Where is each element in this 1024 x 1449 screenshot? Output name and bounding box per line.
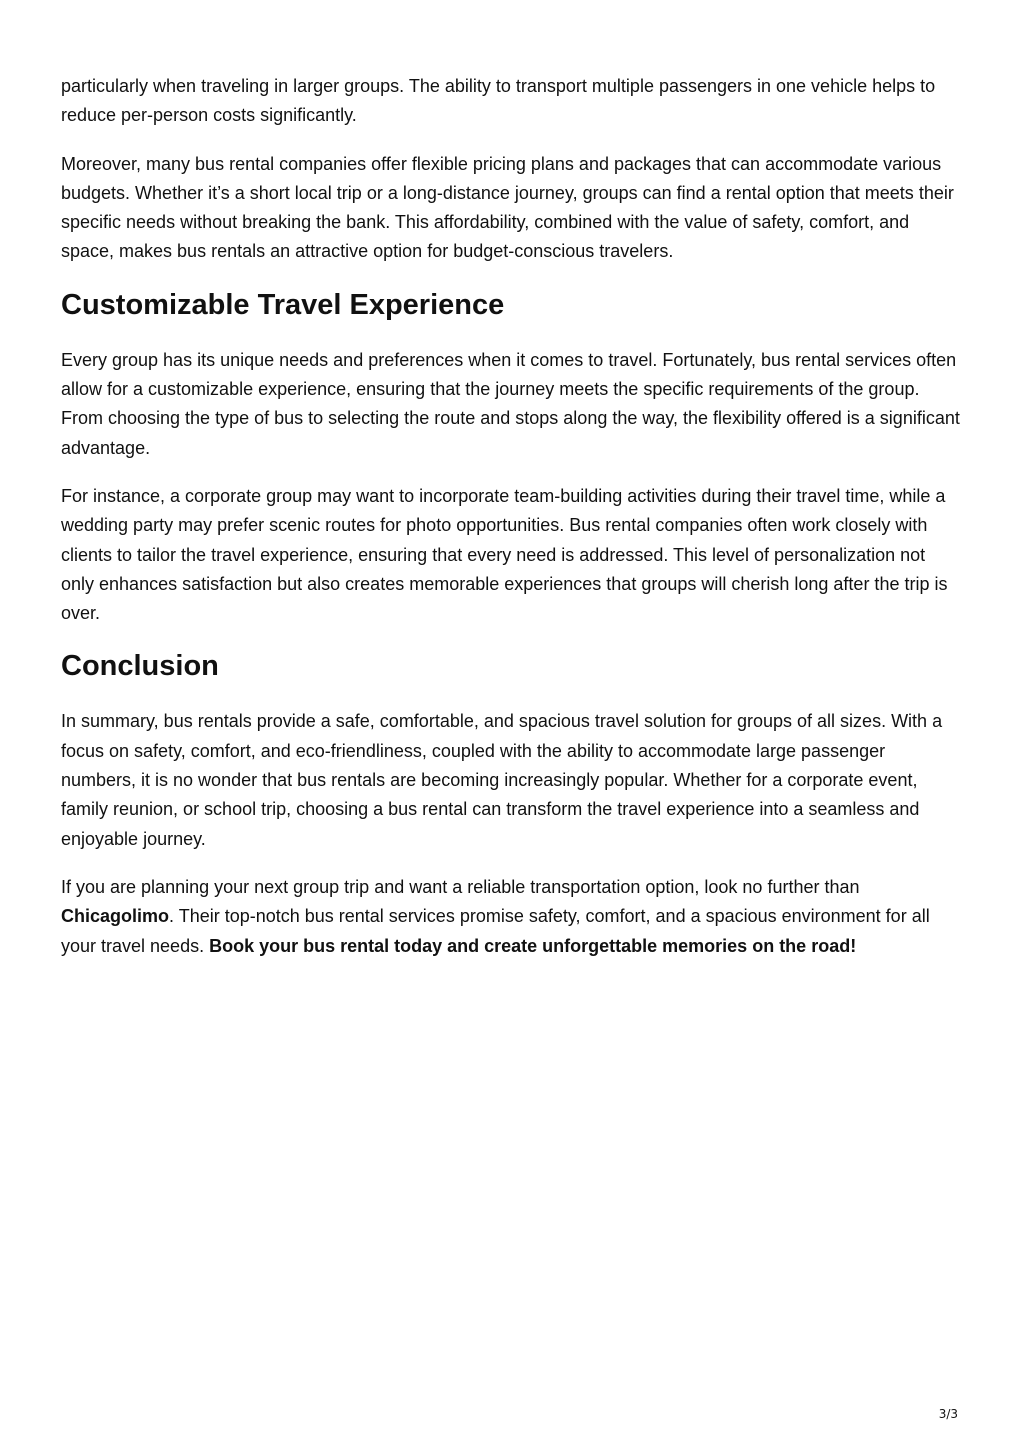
customizable-paragraph-1: Every group has its unique needs and preferences when it comes to travel. Fortunately, bus rental services often allow for a customizable experience, ensuring that the journey meets the specific requirements of the group. From choosing the type of bus to selecting the route and stops along the way, the flexibility offered is a significant advantage.	[61, 349, 960, 458]
conclusion-paragraph-1: In summary, bus rentals provide a safe, comfortable, and spacious travel solution for groups of all sizes. With a focus on safety, comfort, and eco-friendliness, coupled with the ability to accommodate large passenger numbers, it is no wonder that bus rentals are becoming increasingly popular. Whether for a corporate event, family reunion, or school trip, choosing a bus rental can transform the travel experience into a seamless and enjoyable journey.	[61, 711, 943, 849]
customizable-paragraph-2: For instance, a corporate group may want to incorporate team-building activities during their travel time, while a wedding party may prefer scenic routes for photo opportunities. Bus rental companies often work closely with clients to tailor the travel experience, ensuring that every need is addressed. This level of personalization not only enhances satisfaction but also creates memorable experiences that groups will cherish long after the trip is over.	[61, 485, 948, 624]
conclusion-text-1: If you are planning your next group trip and want a reliable transportation option, look no further than	[61, 876, 860, 897]
conclusion-paragraph-2	[61, 873, 961, 961]
intro-paragraph-2: Moreover, many bus rental companies offer flexible pricing plans and packages that can accommodate various budgets. Whether it’s a short local trip or a long-distance journey, groups can find a rental option that meets their specific needs without breaking the bank. This affordability, combined with the value of safety, comfort, and space, makes bus rentals an attractive option for budget-conscious travelers.	[61, 153, 954, 262]
intro-paragraph-1: particularly when traveling in larger groups. The ability to transport multiple passengers in one vehicle helps to reduce per-person costs significantly.	[61, 76, 936, 126]
section-heading-conclusion: Conclusion	[61, 650, 219, 683]
call-to-action: Book your bus rental today and create unforgettable memories on the road!	[209, 935, 857, 956]
conclusion-text-2: . Their top-notch bus rental services promise safety, comfort, and a spacious environment for all your travel needs.	[61, 906, 930, 956]
page-number: 3/3	[938, 1407, 958, 1421]
section-heading-customizable: Customizable Travel Experience	[61, 288, 505, 321]
document-page	[61, 72, 961, 980]
brand-name: Chicagolimo	[61, 906, 170, 927]
